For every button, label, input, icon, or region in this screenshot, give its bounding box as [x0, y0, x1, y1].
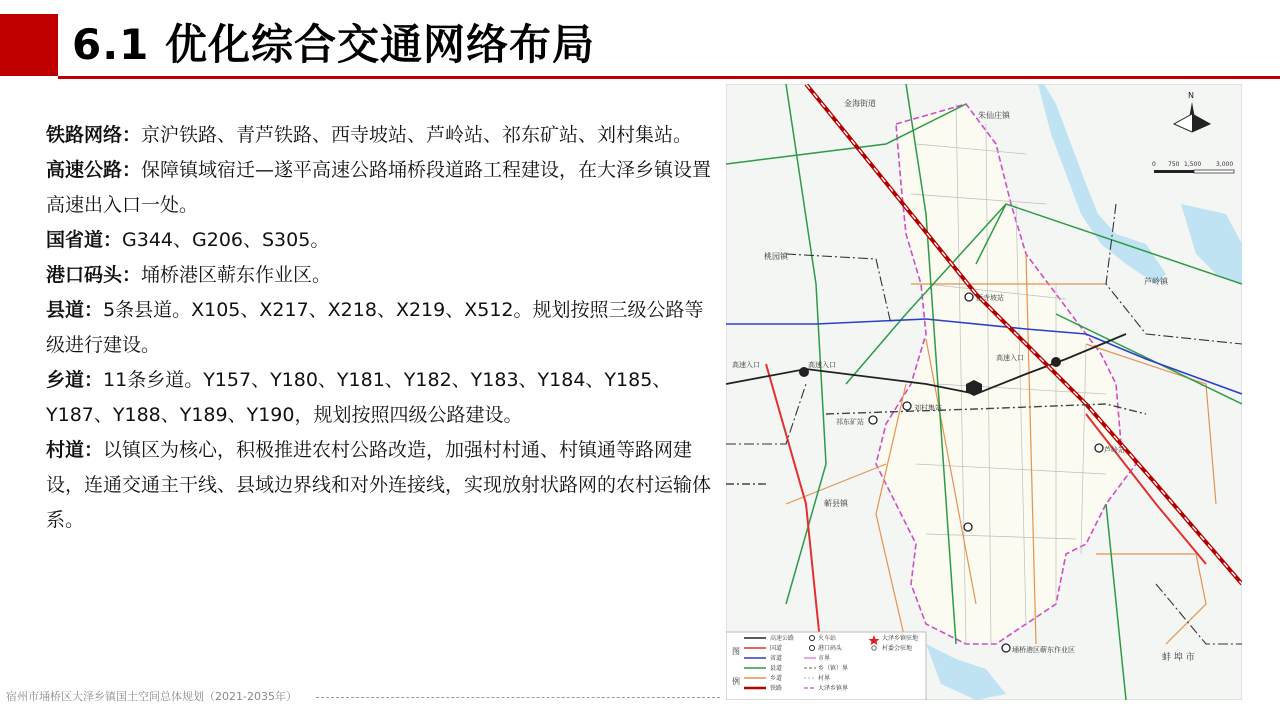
village-road-key: 村道：	[46, 439, 104, 461]
interchange-east	[1051, 357, 1061, 367]
label-port: 埇桥港区蕲东作业区	[1012, 646, 1075, 654]
train-station-icon	[965, 293, 973, 301]
svg-text:村界: 村界	[818, 675, 831, 682]
paragraph-railway	[46, 118, 714, 153]
footer-divider	[316, 697, 720, 698]
svg-text:N: N	[1188, 91, 1194, 100]
expressway-text: 保障镇域宿迁—遂平高速公路埇桥段道路工程建设，在大泽乡镇设置高速出入口一处。	[46, 159, 712, 216]
label-bengbu: 蚌 埠 市	[1162, 653, 1195, 663]
train-station-icon	[903, 402, 911, 410]
label-luling-station: 芦岭站	[1104, 446, 1125, 454]
svg-text:县道: 县道	[770, 665, 783, 672]
township-road-key: 乡道：	[46, 369, 104, 391]
label-jinhai: 金海街道	[844, 99, 876, 108]
paragraph-village-road	[46, 433, 714, 538]
label-xisipo: 西寺坡站	[976, 294, 1004, 302]
content-body	[46, 118, 714, 538]
railway-key: 铁路网络：	[46, 124, 142, 146]
port-key: 港口码头：	[46, 264, 142, 286]
svg-text:乡（镇）界: 乡（镇）界	[818, 665, 849, 672]
svg-text:火车站: 火车站	[818, 635, 837, 642]
label-entrance-left: 高速入口	[732, 361, 760, 369]
map-legend	[726, 632, 926, 700]
svg-text:市界: 市界	[818, 655, 831, 662]
svg-text:大泽乡镇界: 大泽乡镇界	[818, 685, 849, 692]
label-qidong: 祁东矿站	[836, 418, 864, 426]
svg-text:国道: 国道	[770, 645, 783, 652]
label-entrance-mid: 高速入口	[808, 361, 836, 369]
railway-text: 京沪铁路、青芦铁路、西寺坡站、芦岭站、祁东矿站、刘村集站。	[141, 124, 693, 146]
svg-text:例: 例	[732, 677, 740, 686]
township-road-text: 11条乡道。Y157、Y180、Y181、Y182、Y183、Y184、Y185、Y187、Y188、Y189、Y190，规划按照四级公路建设。	[46, 369, 672, 426]
label-luling: 芦岭镇	[1144, 277, 1168, 286]
svg-text:图: 图	[732, 647, 740, 656]
train-station-icon	[869, 416, 877, 424]
paragraph-port	[46, 258, 714, 293]
paragraph-national-road	[46, 223, 714, 258]
label-taoyuan: 桃园镇	[764, 252, 788, 261]
page-title: 6.1 优化综合交通网络布局	[72, 20, 596, 69]
svg-text:港口码头: 港口码头	[818, 645, 843, 652]
paragraph-county-road	[46, 293, 714, 363]
transport-network-map	[726, 84, 1242, 700]
county-road-key: 县道：	[46, 299, 104, 321]
svg-text:1,500: 1,500	[1184, 161, 1202, 168]
label-qixian: 蕲县镇	[824, 499, 848, 508]
footer-text: 宿州市埇桥区大泽乡镇国土空间总体规划（2021-2035年）	[6, 690, 297, 703]
label-liucunji: 刘村集站	[914, 404, 942, 412]
svg-text:高速公路: 高速公路	[770, 635, 795, 642]
title-accent-block	[0, 14, 58, 76]
port-icon	[1002, 644, 1010, 652]
svg-text:省道: 省道	[770, 655, 783, 662]
svg-text:750: 750	[1168, 161, 1180, 168]
train-station-icon	[1095, 444, 1103, 452]
svg-text:村委会驻地: 村委会驻地	[882, 645, 913, 652]
paragraph-township-road	[46, 363, 714, 433]
svg-text:乡道: 乡道	[770, 675, 783, 682]
svg-text:大泽乡镇驻地: 大泽乡镇驻地	[882, 635, 919, 642]
title-underline	[58, 76, 1280, 79]
port-icon	[964, 523, 972, 531]
paragraph-expressway	[46, 153, 714, 223]
village-road-text: 以镇区为核心，积极推进农村公路改造，加强村村通、村镇通等路网建设，连通交通主干线、县域边界线和对外连接线，实现放射状路网的农村运输体系。	[46, 439, 712, 531]
label-entrance-right: 高速入口	[996, 354, 1024, 362]
national-road-text: G344、G206、S305。	[122, 229, 330, 251]
label-zhuxian: 朱仙庄镇	[978, 111, 1010, 120]
expressway-key: 高速公路：	[46, 159, 142, 181]
national-road-key: 国省道：	[46, 229, 123, 251]
port-text: 埇桥港区蕲东作业区。	[141, 264, 332, 286]
svg-text:3,000: 3,000	[1216, 161, 1234, 168]
svg-text:0: 0	[1152, 161, 1156, 168]
county-road-text: 5条县道。X105、X217、X218、X219、X512。规划按照三级公路等级进行建设。	[46, 299, 704, 356]
svg-text:铁路: 铁路	[770, 685, 783, 692]
